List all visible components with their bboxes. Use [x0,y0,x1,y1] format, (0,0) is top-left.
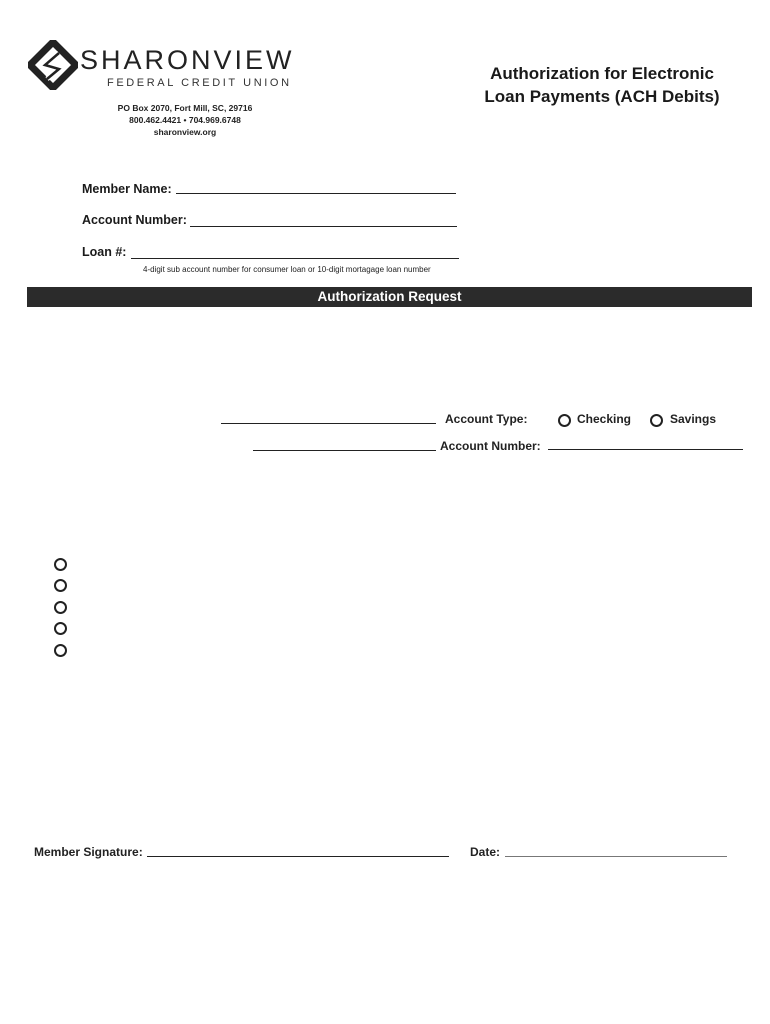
loan-number-label: Loan #: [82,245,127,259]
section-banner: Authorization Request [27,287,752,307]
option-radio[interactable] [54,579,67,592]
account-number-label: Account Number: [82,213,187,227]
checking-radio[interactable] [558,414,571,427]
checking-label: Checking [577,412,632,426]
bank-account-number-label: Account Number: [440,439,541,453]
member-name-label: Member Name: [82,182,172,196]
institution-name-field[interactable] [221,423,436,424]
bank-account-number-field[interactable] [548,449,743,450]
document-title-line-1: Authorization for Electronic [490,64,714,83]
member-signature-field[interactable] [147,856,449,857]
savings-radio[interactable] [650,414,663,427]
account-number-field[interactable] [190,226,457,227]
document-title-line-2: Loan Payments (ACH Debits) [484,87,720,106]
date-field[interactable] [505,856,727,857]
option-radio[interactable] [54,601,67,614]
routing-number-field[interactable] [253,450,436,451]
account-type-label: Account Type: [445,412,528,426]
option-radio[interactable] [54,644,67,657]
loan-number-hint: 4-digit sub account number for consumer loan or 10-digit mortagage loan number [143,265,431,274]
loan-number-field[interactable] [131,258,459,259]
member-signature-label: Member Signature: [34,845,143,859]
website-line: sharonview.org [153,127,217,137]
phone-line: 800.462.4421 • 704.969.6748 [129,115,241,125]
address-line: PO Box 2070, Fort Mill, SC, 29716 [117,103,253,113]
brand-subtitle: FEDERAL CREDIT UNION [107,77,292,89]
sharonview-logo-icon [28,40,78,90]
savings-label: Savings [670,412,717,426]
option-radio[interactable] [54,622,67,635]
member-name-field[interactable] [176,193,456,194]
document-title [462,62,742,108]
date-label: Date: [470,845,501,859]
option-radio[interactable] [54,558,67,571]
brand-name: SHARONVIEW [80,45,295,75]
